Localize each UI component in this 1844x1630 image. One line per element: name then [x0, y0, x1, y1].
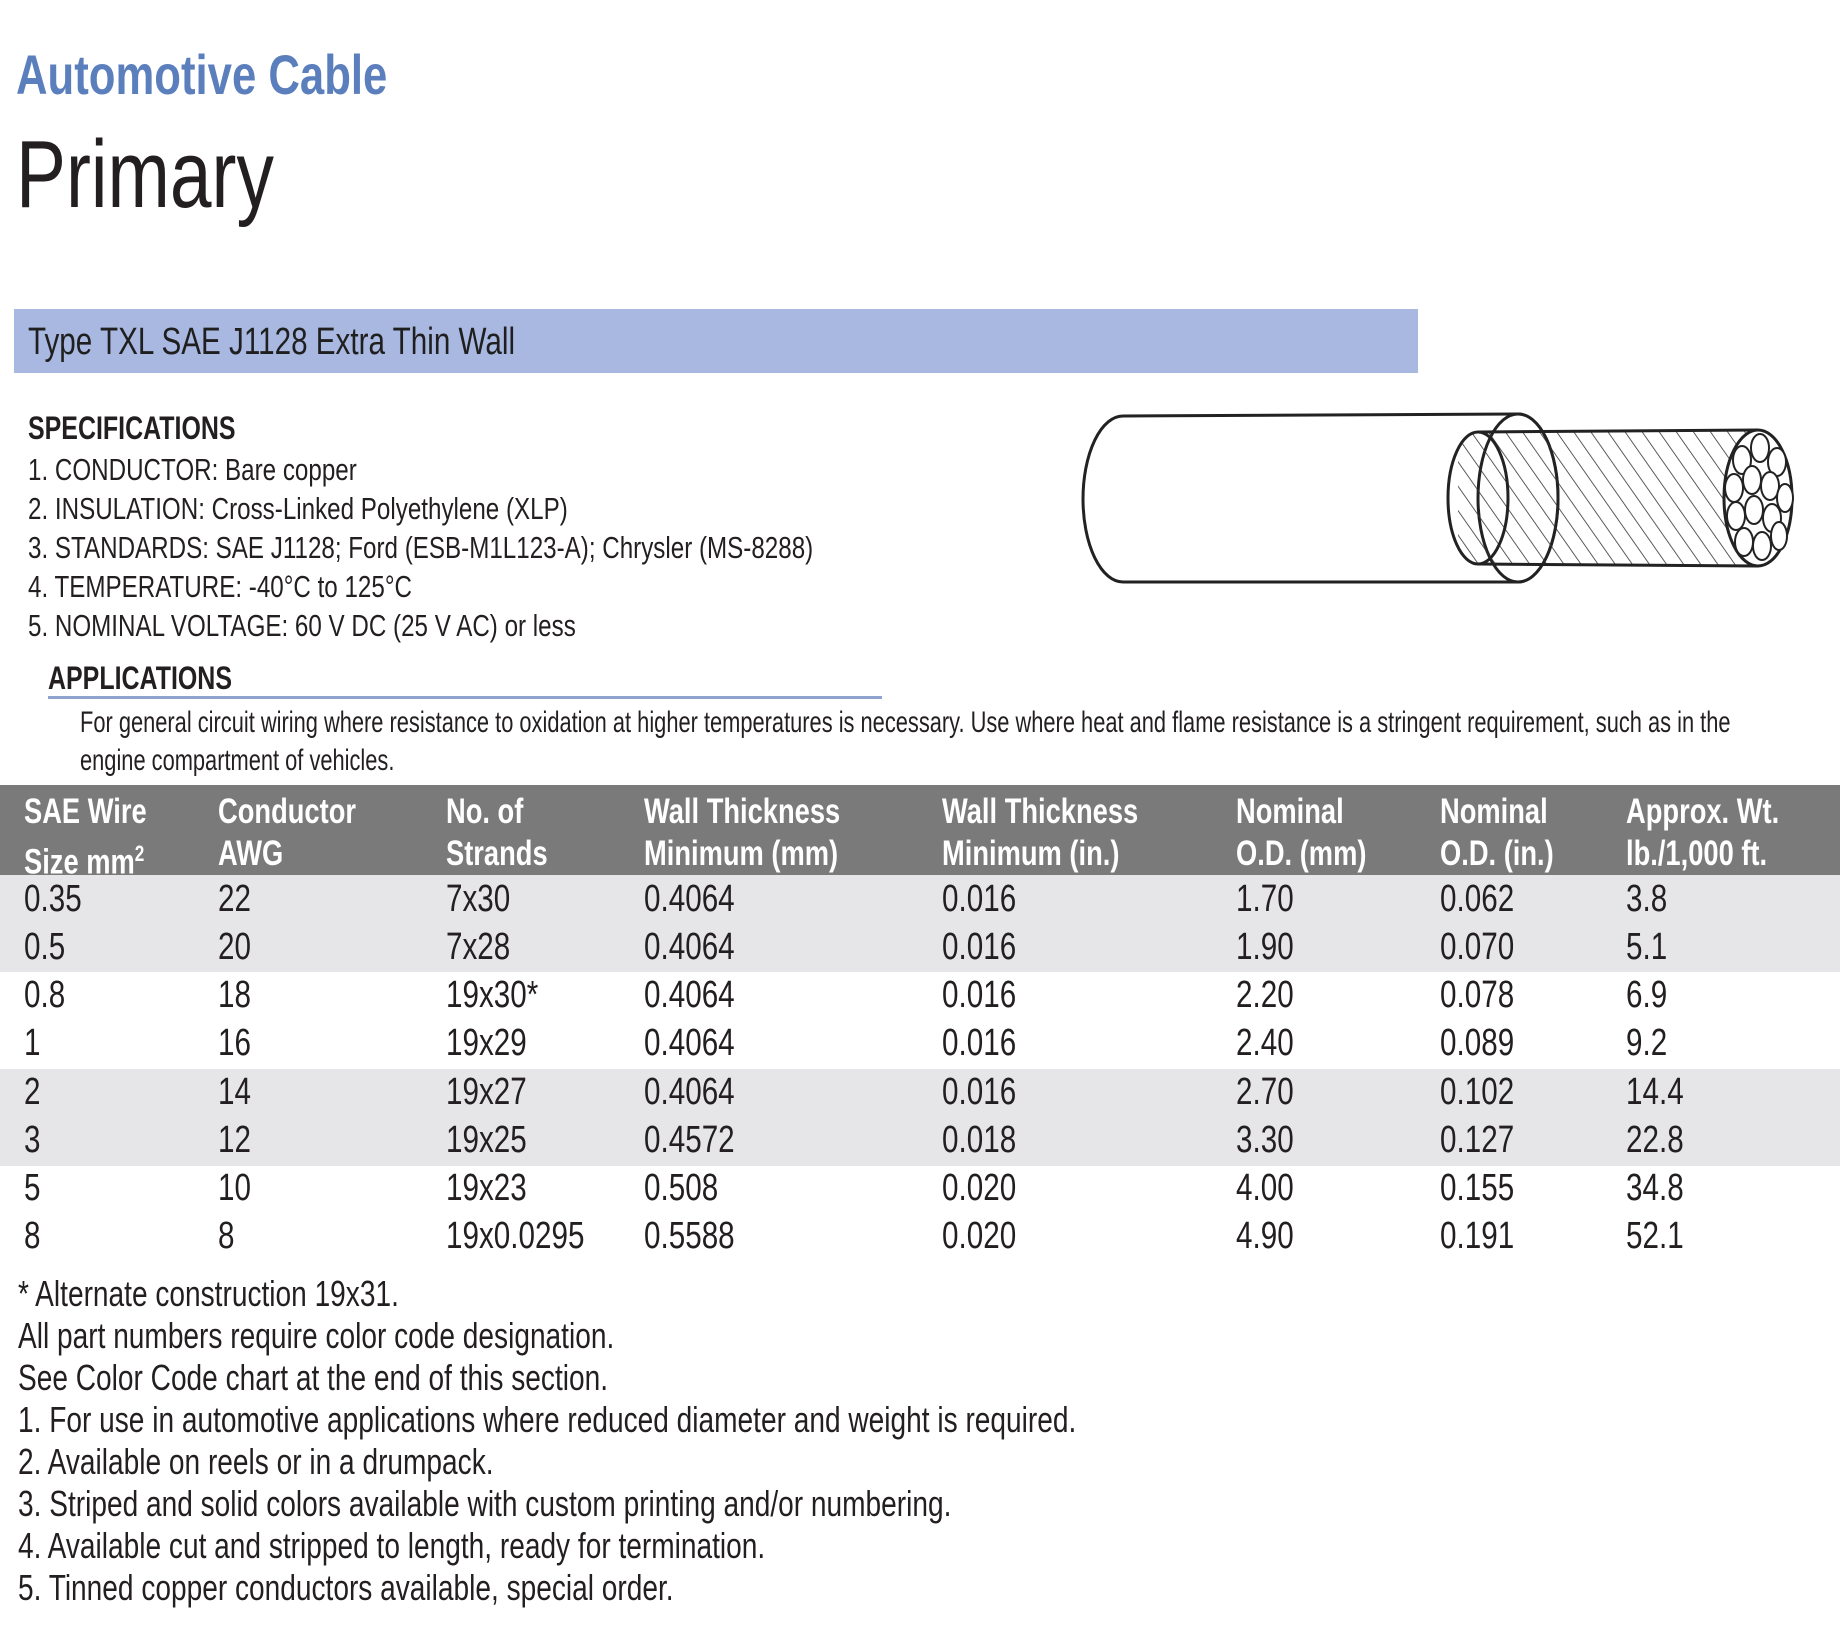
applications-text: For general circuit wiring where resistance to oxidation at higher temperatures is necessary. Use where heat and flame resistance is a stringent requirement, such as in the [80, 706, 1731, 739]
spec-item-text: 5. NOMINAL VOLTAGE: 60 V DC (25 V AC) or less [28, 608, 576, 643]
note-text: See Color Code chart at the end of this section. [18, 1357, 609, 1398]
table-cell-value: 7x30 [446, 878, 511, 920]
table-cell-value: 0.508 [644, 1167, 719, 1209]
column-header-line: O.D. (in.) [1440, 834, 1554, 873]
note-line [18, 1399, 1375, 1441]
applications-heading-text: APPLICATIONS [48, 660, 232, 696]
table-cell-value: 0.102 [1440, 1071, 1515, 1113]
table-cell [644, 1022, 760, 1065]
table-cell-value: 0.127 [1440, 1119, 1515, 1161]
table-cell-value: 14.4 [1626, 1071, 1684, 1113]
note-text: * Alternate construction 19x31. [18, 1273, 399, 1314]
table-cell-value: 19x0.0295 [446, 1215, 585, 1257]
table-cell-value: 0.020 [942, 1167, 1017, 1209]
spec-item-text: 4. TEMPERATURE: -40°C to 125°C [28, 569, 412, 604]
table-cell-value: 12 [218, 1119, 251, 1161]
table-cell [1440, 1022, 1535, 1065]
column-header-text: Size mm [24, 842, 135, 882]
note-text: 5. Tinned copper conductors available, special order. [18, 1567, 674, 1608]
table-cell [24, 974, 77, 1017]
column-header-line: SAE Wire [24, 792, 147, 831]
column-header-line: Minimum (in.) [942, 834, 1120, 873]
table-cell [218, 1071, 260, 1114]
table-cell [218, 1119, 260, 1162]
table-cell [446, 1071, 550, 1114]
table-cell-value: 0.016 [942, 1022, 1017, 1064]
table-cell [218, 1022, 260, 1065]
table-cell-value: 16 [218, 1022, 251, 1064]
note-text: 3. Striped and solid colors available with custom printing and/or numbering. [18, 1483, 952, 1524]
table-cell-value: 22.8 [1626, 1119, 1684, 1161]
column-header-line: lb./1,000 ft. [1626, 834, 1768, 873]
table-cell-value: 4.90 [1236, 1215, 1294, 1257]
column-header [942, 791, 1194, 875]
applications-text: engine compartment of vehicles. [80, 744, 395, 777]
note-line [18, 1357, 774, 1399]
page-title [16, 120, 347, 230]
table-cell [1626, 1215, 1700, 1258]
column-header [644, 791, 896, 875]
table-cell [942, 1071, 1037, 1114]
table-cell [644, 926, 760, 969]
column-header [1626, 791, 1822, 875]
table-cell [942, 974, 1037, 1017]
specifications-heading [28, 410, 294, 447]
page-title-text: Primary [16, 121, 274, 228]
table-cell [1440, 878, 1535, 921]
applications-heading [48, 660, 284, 697]
spec-item-text: 1. CONDUCTOR: Bare copper [28, 452, 357, 487]
column-header-line: Nominal [1236, 792, 1344, 831]
note-text: 2. Available on reels or in a drumpack. [18, 1441, 494, 1482]
table-cell [446, 926, 528, 969]
note-line [18, 1567, 859, 1609]
applications-text-line [80, 706, 1844, 740]
type-banner-label: Type TXL SAE J1128 Extra Thin Wall [28, 321, 516, 363]
spec-item [28, 530, 1035, 566]
column-header [1440, 791, 1586, 875]
table-cell-value: 0.4572 [644, 1119, 735, 1161]
category-heading-text: Automotive Cable [16, 43, 388, 106]
table-cell [24, 1167, 45, 1210]
table-cell [644, 1119, 760, 1162]
table-cell [942, 878, 1037, 921]
table-cell [942, 1215, 1037, 1258]
type-banner [14, 309, 1418, 373]
spec-item [28, 452, 450, 488]
table-cell [24, 926, 77, 969]
table-cell-value: 0.4064 [644, 878, 735, 920]
table-cell [1236, 1022, 1310, 1065]
spec-item [28, 608, 730, 644]
table-cell [1626, 1071, 1700, 1114]
table-cell-value: 0.191 [1440, 1215, 1515, 1257]
table-cell [1626, 974, 1679, 1017]
table-cell [218, 1215, 239, 1258]
table-cell [24, 1119, 45, 1162]
table-cell-value: 0.062 [1440, 878, 1515, 920]
table-cell [1626, 878, 1679, 921]
table-cell-value: 8 [218, 1215, 235, 1257]
applications-divider [48, 696, 882, 699]
table-cell-value: 0.020 [942, 1215, 1017, 1257]
table-cell-value: 2.70 [1236, 1071, 1294, 1113]
table-cell-value: 52.1 [1626, 1215, 1684, 1257]
spec-item [28, 491, 720, 527]
table-cell-value: 0.078 [1440, 974, 1515, 1016]
specifications-heading-text: SPECIFICATIONS [28, 410, 236, 446]
table-cell [644, 1167, 739, 1210]
table-cell [218, 878, 260, 921]
table-cell-value: 3.8 [1626, 878, 1668, 920]
spec-item [28, 569, 520, 605]
table-cell-value: 9.2 [1626, 1022, 1668, 1064]
table-header [0, 785, 1840, 882]
table-cell [446, 878, 528, 921]
table-cell-value: 1 [24, 1022, 41, 1064]
table-cell [942, 926, 1037, 969]
table-cell [446, 1167, 550, 1210]
table-cell-value: 0.5 [24, 926, 66, 968]
table-cell [24, 878, 98, 921]
note-text: 4. Available cut and stripped to length, ready for termination. [18, 1525, 766, 1566]
table-cell [446, 1215, 624, 1258]
table-cell-value: 0.5588 [644, 1215, 735, 1257]
column-header-line: Approx. Wt. [1626, 792, 1780, 831]
note-text: 1. For use in automotive applications where reduced diameter and weight is required. [18, 1399, 1077, 1440]
table-cell-value: 0.016 [942, 926, 1017, 968]
table-cell-value: 4.00 [1236, 1167, 1294, 1209]
table-cell [24, 1022, 45, 1065]
superscript-2: 2 [134, 841, 145, 866]
table-cell [1440, 974, 1535, 1017]
table-cell [446, 974, 564, 1017]
table-cell [942, 1022, 1037, 1065]
table-cell [644, 974, 760, 1017]
table-cell-value: 0.016 [942, 1071, 1017, 1113]
table-cell [1626, 926, 1679, 969]
table-cell [942, 1119, 1037, 1162]
table-cell [1440, 1071, 1535, 1114]
table-cell-value: 2.40 [1236, 1022, 1294, 1064]
table-cell-value: 10 [218, 1167, 251, 1209]
table-cell [1626, 1022, 1679, 1065]
table-cell [1440, 1167, 1535, 1210]
table-cell-value: 0.018 [942, 1119, 1017, 1161]
footnote [18, 1273, 506, 1315]
table-cell [942, 1167, 1037, 1210]
column-header-line: No. of [446, 792, 524, 831]
table-cell [1236, 974, 1310, 1017]
column-header-line: Nominal [1440, 792, 1548, 831]
table-cell [446, 1022, 550, 1065]
table-cell-value: 0.089 [1440, 1022, 1515, 1064]
table-cell-value: 19x25 [446, 1119, 527, 1161]
column-header-line: Wall Thickness [644, 792, 841, 831]
table-cell [644, 1071, 760, 1114]
column-header-line: Strands [446, 834, 548, 873]
table-cell-value: 2.20 [1236, 974, 1294, 1016]
table-cell-value: 0.4064 [644, 1071, 735, 1113]
column-header [24, 791, 181, 884]
table-cell [1236, 1071, 1310, 1114]
note-line [18, 1525, 976, 1567]
table-cell-value: 5.1 [1626, 926, 1668, 968]
table-cell-value: 1.90 [1236, 926, 1294, 968]
column-header-line: AWG [218, 834, 284, 873]
table-cell-value: 2 [24, 1071, 41, 1113]
table-cell [218, 1167, 260, 1210]
table-cell [218, 926, 260, 969]
table-cell [1236, 1119, 1310, 1162]
column-header [446, 791, 576, 875]
table-cell-value: 19x30* [446, 974, 539, 1016]
table-cell-value: 1.70 [1236, 878, 1294, 920]
column-header-line: Minimum (mm) [644, 834, 839, 873]
table-cell [644, 878, 760, 921]
table-cell [1440, 1119, 1535, 1162]
table-cell-value: 34.8 [1626, 1167, 1684, 1209]
table-cell [1440, 1215, 1535, 1258]
table-cell-value: 6.9 [1626, 974, 1668, 1016]
table-cell [218, 974, 260, 1017]
table-cell [1236, 1167, 1310, 1210]
table-cell [1236, 1215, 1310, 1258]
table-cell-value: 0.4064 [644, 1022, 735, 1064]
table-cell-value: 20 [218, 926, 251, 968]
table-cell-value: 0.8 [24, 974, 66, 1016]
column-header-line [24, 833, 144, 884]
table-cell [24, 1215, 45, 1258]
note-text: All part numbers require color code designation. [18, 1315, 615, 1356]
spec-item-text: 2. INSULATION: Cross-Linked Polyethylene (XLP) [28, 491, 568, 526]
table-cell-value: 8 [24, 1215, 41, 1257]
table-cell-value: 14 [218, 1071, 251, 1113]
table-cell-value: 0.155 [1440, 1167, 1515, 1209]
column-header-line: Conductor [218, 792, 356, 831]
column-header [1236, 791, 1403, 875]
table-cell [24, 1071, 45, 1114]
table-cell-value: 22 [218, 878, 251, 920]
table-cell-value: 0.4064 [644, 974, 735, 1016]
column-header [218, 791, 395, 875]
table-cell-value: 0.070 [1440, 926, 1515, 968]
stranded-cable-illustration [1078, 408, 1818, 590]
table-cell-value: 5 [24, 1167, 41, 1209]
category-heading [16, 42, 492, 107]
table-cell [1440, 926, 1535, 969]
table-cell [1626, 1119, 1700, 1162]
note-line [18, 1315, 782, 1357]
table-cell [644, 1215, 760, 1258]
table-cell-value: 0.016 [942, 974, 1017, 1016]
table-cell-value: 3 [24, 1119, 41, 1161]
table-cell-value: 7x28 [446, 926, 511, 968]
table-row-band [0, 1069, 1840, 1166]
column-header-line: O.D. (mm) [1236, 834, 1367, 873]
applications-text-line [80, 744, 512, 778]
table-cell-value: 18 [218, 974, 251, 1016]
table-cell [1236, 926, 1310, 969]
table-cell-value: 0.4064 [644, 926, 735, 968]
column-header-line: Wall Thickness [942, 792, 1139, 831]
table-cell [1236, 878, 1310, 921]
table-cell-value: 19x29 [446, 1022, 527, 1064]
table-cell [1626, 1167, 1700, 1210]
table-cell-value: 19x23 [446, 1167, 527, 1209]
spec-item-text: 3. STANDARDS: SAE J1128; Ford (ESB-M1L123-A); Chrysler (MS-8288) [28, 530, 814, 565]
table-cell-value: 19x27 [446, 1071, 527, 1113]
table-cell-value: 0.35 [24, 878, 82, 920]
table-cell-value: 3.30 [1236, 1119, 1294, 1161]
table-cell-value: 0.016 [942, 878, 1017, 920]
note-line [18, 1441, 628, 1483]
table-row-band [0, 875, 1840, 972]
table-cell [446, 1119, 550, 1162]
note-line [18, 1483, 1215, 1525]
